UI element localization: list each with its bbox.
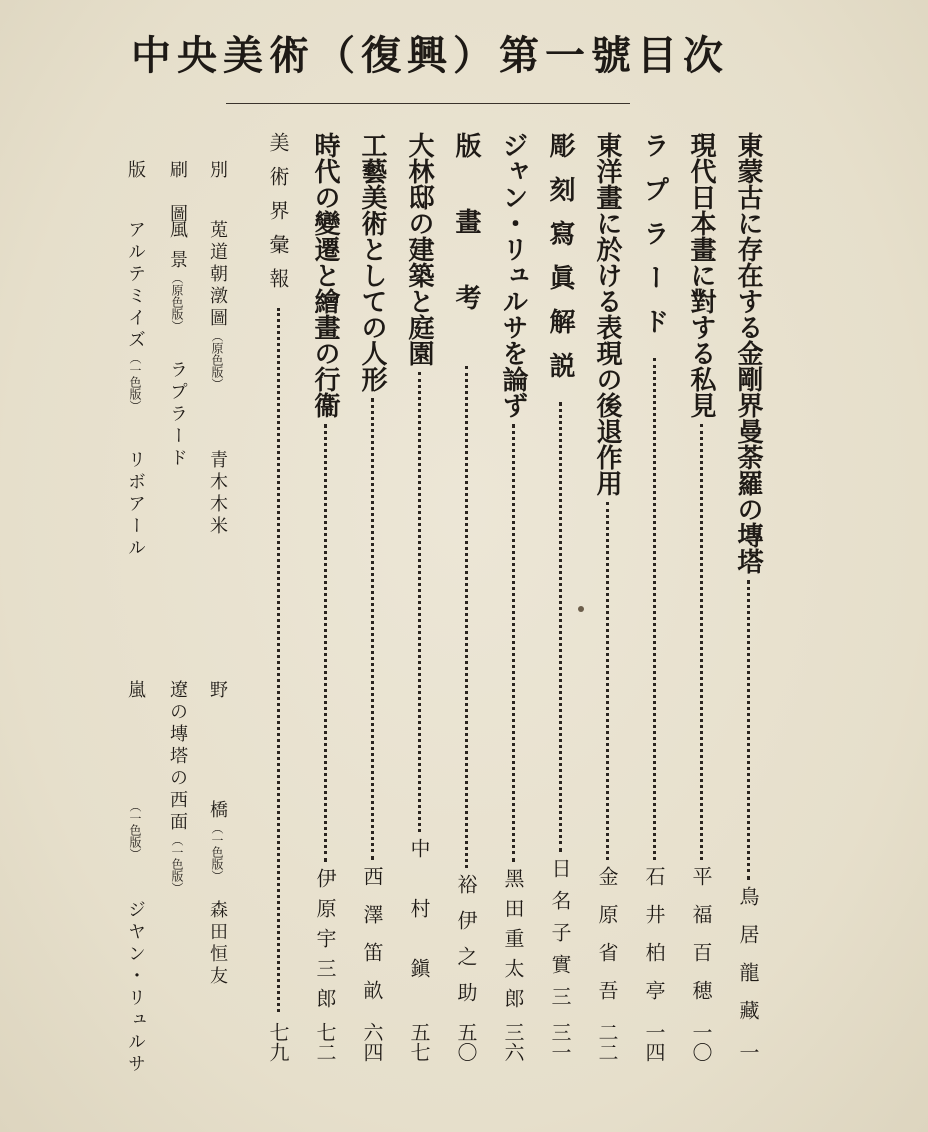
toc-entry — [445, 132, 487, 1062]
dot-leader — [606, 502, 609, 860]
toc-entry — [727, 132, 769, 1062]
supplement-work: アルテミイズ（一色版） — [125, 220, 146, 412]
supplement-label: 別 — [207, 160, 228, 182]
supplement-work: 橋（一色版） — [207, 800, 228, 882]
dot-leader — [371, 398, 374, 860]
entry-page: 三一 — [548, 1022, 572, 1062]
toc-entry — [586, 132, 628, 1062]
toc-entry — [539, 132, 581, 1062]
supplement-note: （一色版） — [128, 800, 142, 860]
supplement-label: 刷 圖 — [167, 160, 188, 226]
entry-page: 七二 — [313, 1022, 337, 1062]
entry-page: 一 — [736, 1042, 760, 1062]
entry-author: 石井柏亭 — [642, 866, 666, 1018]
supplement-artist: ラプラード — [167, 360, 188, 470]
supplement-work: 嵐 — [125, 680, 146, 702]
entry-page: 五七 — [407, 1022, 431, 1062]
entry-page: 二二 — [595, 1022, 619, 1062]
dot-leader — [512, 424, 515, 862]
entry-author: 金原省吾 — [595, 866, 619, 1018]
entry-title: 美術界彙報 — [266, 132, 290, 302]
toc-entry — [304, 132, 346, 1062]
entry-title: 大林邸の建築と庭園 — [404, 132, 434, 366]
entry-page: 六四 — [360, 1022, 384, 1062]
dot-leader — [747, 580, 750, 880]
entry-author: 黑田重太郎 — [501, 868, 525, 1018]
supplement-work: 遼の塼塔の西面（一色版） — [167, 680, 188, 894]
supplement-label: 版 — [125, 160, 146, 182]
supplement-artist: 森田恒友 — [207, 900, 228, 988]
entry-title: 東蒙古に存在する金剛界曼荼羅の塼塔 — [733, 132, 763, 574]
dot-leader — [559, 402, 562, 852]
dot-leader — [418, 372, 421, 832]
entry-author: 伊原宇三郎 — [313, 868, 337, 1018]
page-title: 中央美術（復興）第一號目次 — [131, 31, 729, 79]
entry-title: ジャン・リュルサを論ず — [498, 132, 528, 418]
entry-page: 五〇 — [454, 1022, 478, 1062]
entry-title: 現代日本畫に對する私見 — [686, 132, 716, 418]
entry-title: 時代の變遷と繪畫の行衞 — [310, 132, 340, 418]
supplement-artist: リボアール — [125, 450, 146, 560]
entry-author: 平福百穂 — [689, 866, 713, 1018]
supplement-line — [118, 160, 152, 1076]
toc-entry — [351, 132, 393, 1062]
dot-leader — [653, 358, 656, 860]
title-divider — [226, 103, 630, 104]
entry-title: 版畫考 — [451, 132, 481, 360]
entry-author: 西澤笛畝 — [360, 866, 384, 1018]
entry-author: 鳥居龍藏 — [736, 886, 760, 1038]
entry-title: 工藝美術としての人形 — [357, 132, 387, 392]
entry-title: 東洋畫に於ける表現の後退作用 — [592, 132, 622, 496]
paper-stain — [578, 606, 584, 612]
entry-author: 裕伊之助 — [454, 874, 478, 1018]
toc-entry — [633, 132, 675, 1062]
supplement-line — [160, 160, 194, 1040]
entry-page: 七九 — [266, 1022, 290, 1062]
entry-title: 彫刻寫眞解説 — [545, 132, 575, 396]
supplement-artist: ジヤン・リュルサ — [125, 900, 146, 1076]
toc-entry — [257, 132, 299, 1062]
entry-page: 一〇 — [689, 1022, 713, 1062]
supplement-artist: 青木木米 — [207, 450, 228, 538]
toc-entry — [680, 132, 722, 1062]
supplement-work: 莵道朝潡圖（原色版） — [207, 220, 228, 390]
supplement-line — [200, 160, 234, 1040]
toc-entry — [398, 132, 440, 1062]
entry-author: 中村鎭 — [407, 838, 431, 1018]
dot-leader — [277, 308, 280, 1012]
supplement-work: 風 — [167, 220, 188, 242]
supplement-work: 野 — [207, 680, 228, 702]
dot-leader — [324, 424, 327, 862]
entry-page: 三六 — [501, 1022, 525, 1062]
dot-leader — [465, 366, 468, 868]
entry-page: 一四 — [642, 1022, 666, 1062]
supplement-work: 景（原色版） — [167, 250, 188, 332]
toc-entry — [492, 132, 534, 1062]
entry-title: ラプラード — [639, 132, 669, 352]
entry-author: 日名子實三 — [548, 858, 572, 1018]
dot-leader — [700, 424, 703, 860]
